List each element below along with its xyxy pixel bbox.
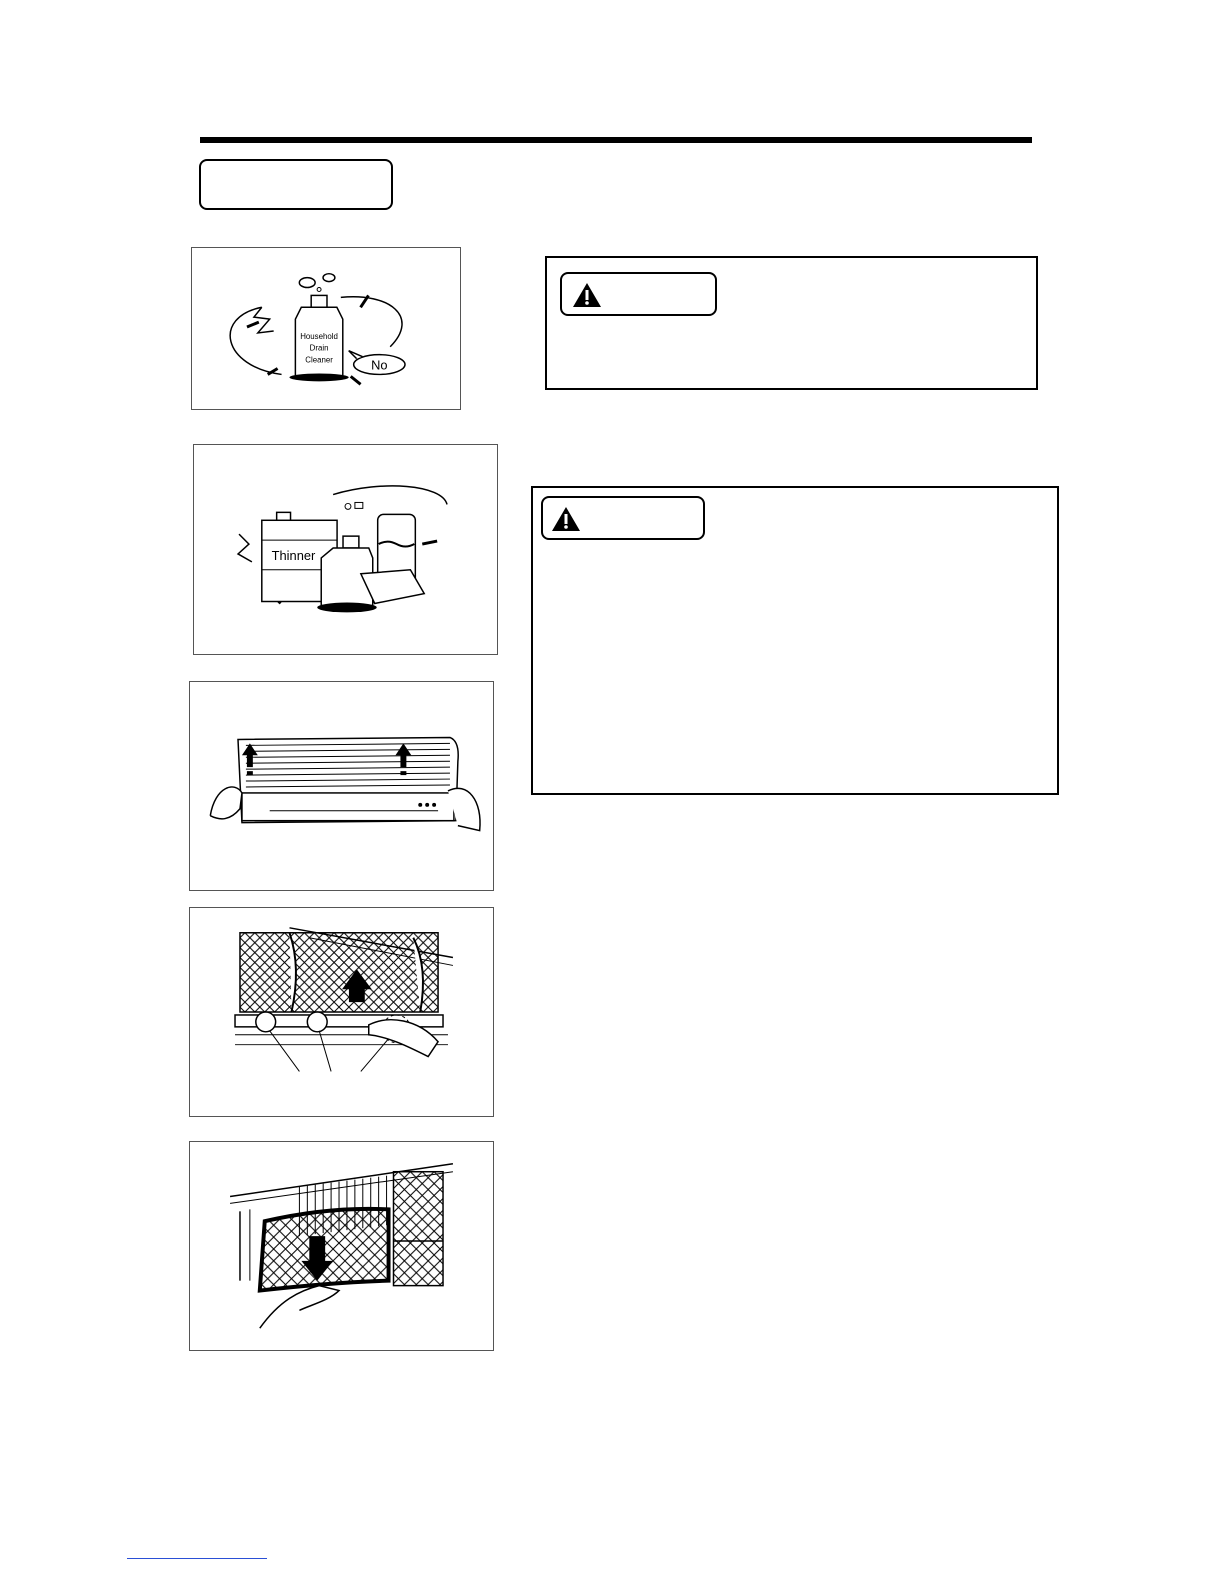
pull-filter-down-illustration: [189, 1141, 494, 1351]
footer-link-underline: [127, 1558, 267, 1559]
bottle-label-line-3: Cleaner: [305, 355, 333, 365]
warning-box-2: [531, 486, 1059, 795]
warning-triangle-icon: [551, 506, 581, 532]
section-title-tab: [199, 159, 393, 210]
warning-label-tab-1: [560, 272, 717, 316]
remove-filter-illustration: [189, 907, 494, 1117]
drain-cleaner-illustration: [191, 247, 461, 410]
warning-triangle-icon: [572, 282, 602, 308]
thinner-can-label: Thinner: [271, 547, 316, 563]
warning-label-tab-2: [541, 496, 705, 540]
header-rule: [200, 137, 1032, 143]
warning-box-1: [545, 256, 1038, 390]
open-front-panel-illustration: [189, 681, 494, 891]
bottle-label-line-1: Household: [300, 331, 338, 341]
no-speech-bubble: No: [371, 357, 388, 373]
thinner-illustration: [193, 444, 498, 655]
bottle-label-line-2: Drain: [309, 343, 329, 353]
